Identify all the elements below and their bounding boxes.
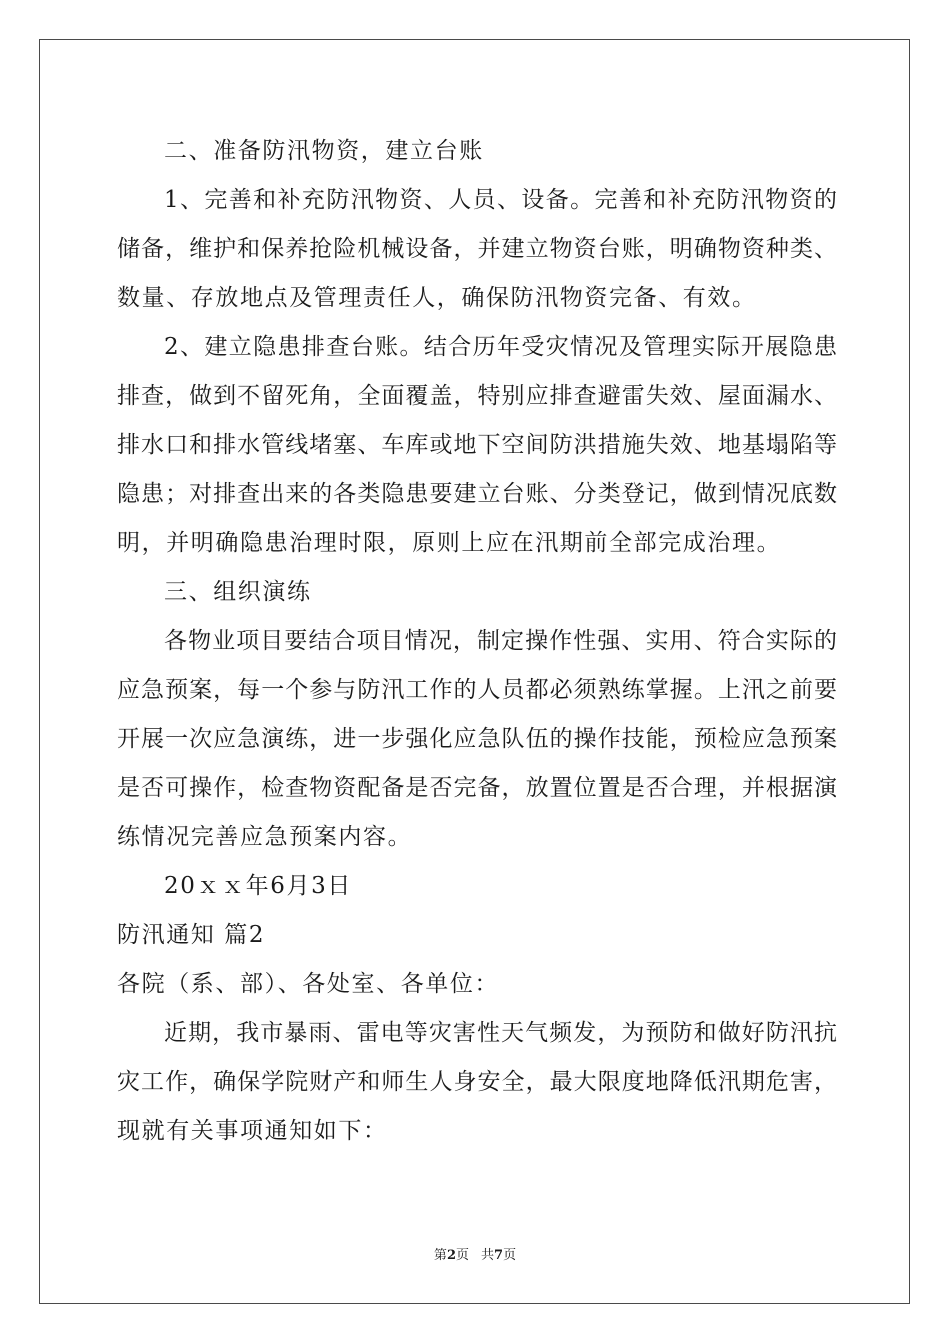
footer-page-suffix: 页 xyxy=(455,1248,469,1263)
text-line: 排查，做到不留死角，全面覆盖，特别应排查避雷失效、屋面漏水、 xyxy=(117,383,837,409)
footer-total-suffix: 页 xyxy=(503,1248,517,1263)
text-line: 现就有关事项通知如下： xyxy=(117,1118,388,1144)
text-line: 明，并明确隐患治理时限，原则上应在汛期前全部完成治理。 xyxy=(117,530,782,556)
text-line: 排水口和排水管线堵塞、车库或地下空间防洪措施失效、地基塌陷等 xyxy=(117,432,837,458)
text-line: 防汛通知 篇2 xyxy=(117,922,266,948)
text-line: 2、建立隐患排查台账。结合历年受灾情况及管理实际开展隐患 xyxy=(164,334,837,360)
text-line: 1、完善和补充防汛物资、人员、设备。完善和补充防汛物资的 xyxy=(164,187,837,213)
text-line: 20ｘｘ年6月3日 xyxy=(164,873,352,899)
text-line: 数量、存放地点及管理责任人，确保防汛物资完备、有效。 xyxy=(117,285,757,311)
text-line: 练情况完善应急预案内容。 xyxy=(117,824,413,850)
text-line: 近期，我市暴雨、雷电等灾害性天气频发，为预防和做好防汛抗 xyxy=(164,1020,837,1046)
document-body xyxy=(117,127,837,1156)
text-line: 是否可操作，检查物资配备是否完备，放置位置是否合理，并根据演 xyxy=(117,775,837,801)
text-line: 各院（系、部）、各处室、各单位： xyxy=(117,971,500,997)
footer-total-number: 7 xyxy=(494,1248,504,1263)
page-footer xyxy=(0,1247,950,1265)
text-line: 三、组织演练 xyxy=(164,579,312,605)
text-line: 二、准备防汛物资，建立台账 xyxy=(164,138,484,164)
footer-total-prefix: 共 xyxy=(481,1248,495,1263)
text-line: 隐患；对排查出来的各类隐患要建立台账、分类登记，做到情况底数 xyxy=(117,481,837,507)
footer-page-number: 2 xyxy=(446,1248,456,1263)
text-line: 储备，维护和保养抢险机械设备，并建立物资台账，明确物资种类、 xyxy=(117,236,837,262)
text-line: 灾工作，确保学院财产和师生人身安全，最大限度地降低汛期危害， xyxy=(117,1069,837,1095)
text-line: 开展一次应急演练，进一步强化应急队伍的操作技能，预检应急预案 xyxy=(117,726,837,752)
text-line: 各物业项目要结合项目情况，制定操作性强、实用、符合实际的 xyxy=(164,628,837,654)
footer-page-prefix: 第 xyxy=(433,1248,447,1263)
text-line: 应急预案，每一个参与防汛工作的人员都必须熟练掌握。上汛之前要 xyxy=(117,677,837,703)
